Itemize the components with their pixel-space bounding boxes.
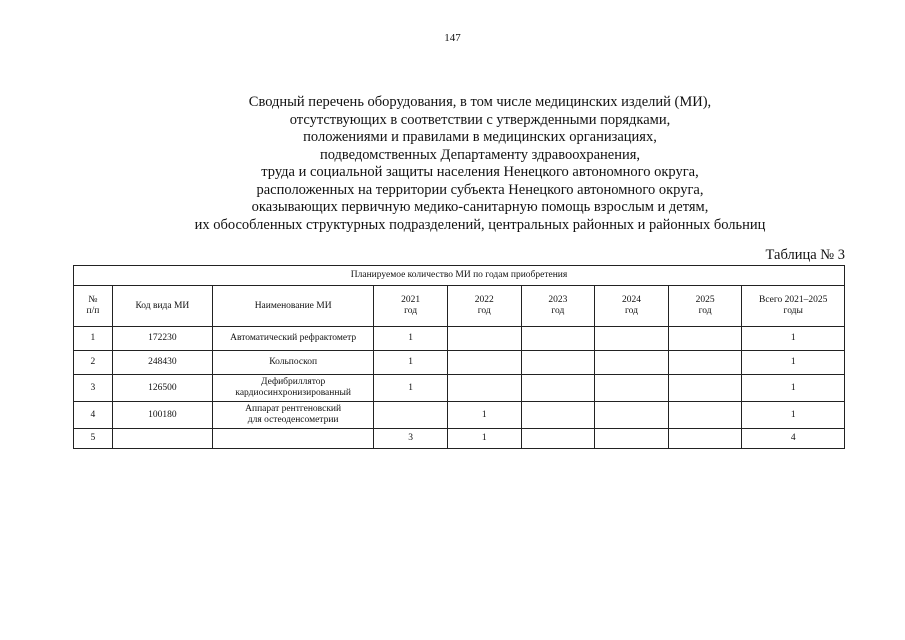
title-line: Сводный перечень оборудования, в том числе медицинских изделий (МИ), xyxy=(248,94,712,110)
col-header-year-line: 2021 xyxy=(401,295,421,305)
cell-name xyxy=(212,351,373,375)
cell-name xyxy=(212,375,373,402)
table-row xyxy=(74,351,845,375)
col-header-total-line: годы xyxy=(783,306,803,316)
cell-name xyxy=(212,327,373,351)
col-header-year-line: год xyxy=(698,306,712,316)
col-header-year xyxy=(447,286,521,327)
col-header-year xyxy=(668,286,742,327)
cell-year: 1 xyxy=(447,429,521,449)
cell-num: 5 xyxy=(74,429,113,449)
col-header-num xyxy=(74,286,113,327)
col-header-name: Наименование МИ xyxy=(212,286,373,327)
document-title xyxy=(130,94,830,234)
col-header-year-line: 2022 xyxy=(474,295,494,305)
cell-code: 172230 xyxy=(112,327,212,351)
cell-year xyxy=(374,402,448,429)
cell-total: 1 xyxy=(742,351,845,375)
cell-code: 248430 xyxy=(112,351,212,375)
cell-name-line: Аппарат рентгеновский xyxy=(245,404,342,414)
cell-total: 1 xyxy=(742,402,845,429)
cell-year xyxy=(447,375,521,402)
cell-year: 3 xyxy=(374,429,448,449)
table-label: Таблица № 3 xyxy=(765,247,845,263)
cell-num: 1 xyxy=(74,327,113,351)
cell-name xyxy=(212,402,373,429)
cell-year: 1 xyxy=(374,327,448,351)
cell-num: 4 xyxy=(74,402,113,429)
cell-year xyxy=(521,351,595,375)
cell-year xyxy=(447,327,521,351)
table-row xyxy=(74,402,845,429)
col-header-year-line: 2024 xyxy=(622,295,642,305)
cell-year xyxy=(595,327,669,351)
cell-num: 2 xyxy=(74,351,113,375)
col-header-year-line: год xyxy=(625,306,638,316)
col-header-year xyxy=(374,286,448,327)
plan-header-row xyxy=(74,266,845,286)
cell-year: 1 xyxy=(374,375,448,402)
column-header-row xyxy=(74,286,845,327)
equipment-table xyxy=(73,265,845,449)
col-header-year-line: 2025 xyxy=(695,295,715,305)
cell-code: 126500 xyxy=(112,375,212,402)
cell-name-line: кардиосинхронизированный xyxy=(235,388,351,398)
col-header-num-line: п/п xyxy=(86,306,100,316)
table-row xyxy=(74,327,845,351)
cell-total: 1 xyxy=(742,327,845,351)
col-header-year-line: год xyxy=(404,306,418,316)
cell-year xyxy=(521,429,595,449)
cell-year xyxy=(595,351,669,375)
col-header-num-line: № xyxy=(88,295,98,305)
cell-year xyxy=(668,429,742,449)
col-header-year-line: 2023 xyxy=(548,295,568,305)
cell-name-line: Автоматический рефрактометр xyxy=(230,333,357,343)
col-header-year-line: год xyxy=(477,306,491,316)
table-row xyxy=(74,375,845,402)
cell-name-line: Дефибриллятор xyxy=(261,377,326,387)
cell-year xyxy=(595,402,669,429)
cell-year: 1 xyxy=(447,402,521,429)
title-line: отсутствующих в соответствии с утвержденными порядками, xyxy=(289,111,671,128)
cell-num: 3 xyxy=(74,375,113,402)
title-line: расположенных на территории субъекта Ненецкого автономного округа, xyxy=(256,181,704,198)
cell-name-line: для остеоденсометрии xyxy=(247,415,339,425)
cell-year xyxy=(668,375,742,402)
col-header-code: Код вида МИ xyxy=(112,286,212,327)
cell-name-line: Кольпоскоп xyxy=(269,357,318,367)
col-header-year xyxy=(595,286,669,327)
cell-code: 100180 xyxy=(112,402,212,429)
page-number: 147 xyxy=(444,32,461,44)
title-line: положениями и правилами в медицинских организациях, xyxy=(303,129,657,145)
cell-year xyxy=(521,375,595,402)
cell-total: 1 xyxy=(742,375,845,402)
title-line: оказывающих первичную медико-санитарную помощь взрослым и детям, xyxy=(251,199,709,215)
col-header-year xyxy=(521,286,595,327)
cell-year xyxy=(668,327,742,351)
table-row xyxy=(74,429,845,449)
cell-year xyxy=(521,327,595,351)
cell-year: 1 xyxy=(374,351,448,375)
col-header-total xyxy=(742,286,845,327)
col-header-year-line: год xyxy=(551,306,565,316)
title-line: их обособленных структурных подразделений, центральных районных и районных больниц xyxy=(194,216,766,233)
cell-year xyxy=(595,375,669,402)
title-line: труда и социальной защиты населения Ненецкого автономного округа, xyxy=(261,164,699,180)
cell-name xyxy=(212,429,373,449)
cell-year xyxy=(521,402,595,429)
cell-year xyxy=(668,351,742,375)
cell-total: 4 xyxy=(742,429,845,449)
cell-year xyxy=(595,429,669,449)
col-header-total-line: Всего 2021–2025 xyxy=(759,295,828,305)
plan-header: Планируемое количество МИ по годам приобретения xyxy=(74,266,845,286)
cell-code xyxy=(112,429,212,449)
cell-year xyxy=(668,402,742,429)
title-line: подведомственных Департаменту здравоохранения, xyxy=(319,146,641,163)
cell-year xyxy=(447,351,521,375)
